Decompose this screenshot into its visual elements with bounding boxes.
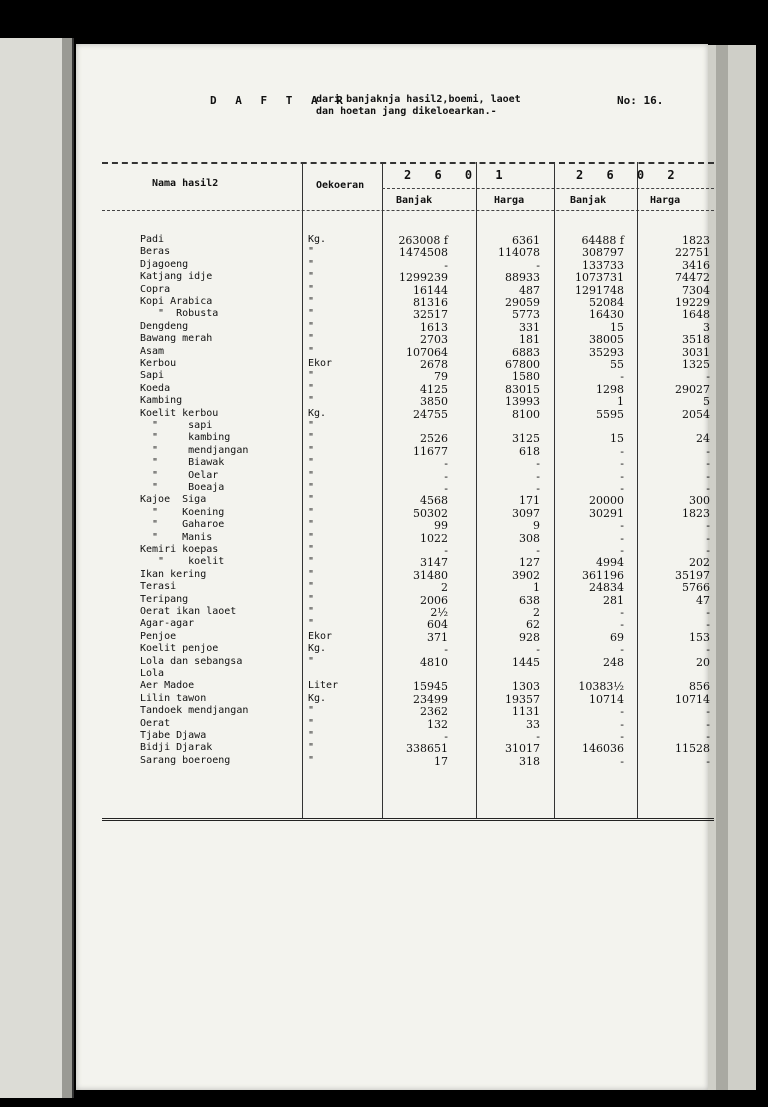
document-subtitle: [316, 94, 521, 118]
row-harga-2602: -: [706, 482, 710, 495]
row-harga-2601: 618: [519, 444, 540, 458]
row-unit: ": [308, 258, 315, 270]
row-banjak-2602: 20000: [589, 494, 624, 508]
row-banjak-2602: 38005: [589, 333, 624, 347]
row-unit: ": [308, 618, 315, 630]
row-harga-2602: 35197: [675, 568, 710, 582]
year-header-rule: [382, 188, 714, 189]
row-harga-2602: 300: [689, 494, 710, 508]
row-name: Lola dan sebangsa: [140, 655, 243, 667]
row-harga-2601: 3125: [512, 432, 540, 446]
row-name: Kopi Arabica: [140, 296, 213, 307]
row-banjak-2602: -: [620, 469, 624, 483]
row-harga-2601: 1: [533, 581, 540, 595]
row-banjak-2601: 50302: [413, 506, 448, 520]
row-banjak-2602: -: [620, 482, 624, 495]
row-banjak-2602: 281: [603, 593, 624, 607]
row-banjak-2602: 146036: [582, 742, 624, 756]
row-name: " sapi: [140, 420, 213, 431]
row-unit: ": [308, 296, 315, 307]
row-harga-2601: 6361: [512, 234, 540, 247]
row-harga-2601: 5773: [512, 308, 540, 322]
row-name: Asam: [140, 345, 165, 357]
row-banjak-2601: 81316: [413, 296, 448, 309]
row-unit: ": [308, 519, 315, 531]
row-banjak-2601: 2362: [420, 705, 448, 719]
header-unit: Oekoeran: [316, 180, 365, 191]
row-unit: ": [308, 345, 315, 357]
row-harga-2602: 19229: [675, 296, 710, 309]
row-harga-2601: 88933: [505, 271, 540, 285]
row-name: Kambing: [140, 395, 183, 407]
column-divider: [302, 162, 303, 818]
row-banjak-2602: 10714: [589, 692, 624, 706]
row-harga-2602: -: [706, 717, 710, 731]
row-harga-2601: 9: [533, 519, 540, 533]
row-harga-2601: 318: [519, 754, 540, 768]
row-unit: ": [308, 593, 315, 605]
row-harga-2602: -: [706, 370, 710, 384]
row-banjak-2602: 52084: [589, 296, 624, 309]
row-name: Koeda: [140, 382, 171, 394]
row-banjak-2601: 263008 f: [398, 234, 448, 247]
row-name: Katjang idje: [140, 271, 213, 283]
row-harga-2602: -: [706, 531, 710, 545]
row-name: " Gaharoe: [140, 519, 225, 531]
row-banjak-2601: 17: [434, 754, 448, 768]
row-banjak-2601: -: [444, 482, 448, 495]
row-unit: ": [308, 482, 315, 493]
row-name: Penjoe: [140, 630, 177, 642]
row-banjak-2601: 79: [434, 370, 448, 384]
row-harga-2602: -: [706, 606, 710, 619]
row-banjak-2602: 15: [610, 432, 624, 446]
row-name: Koelit penjoe: [140, 643, 219, 655]
row-banjak-2601: 3850: [420, 395, 448, 409]
row-name: " Biawak: [140, 457, 225, 469]
header-harga-1: Harga: [494, 195, 525, 206]
row-banjak-2602: 10383½: [578, 680, 624, 694]
row-unit: ": [308, 469, 315, 481]
row-name: Beras: [140, 246, 171, 258]
row-banjak-2601: 2526: [420, 432, 448, 446]
row-unit: ": [308, 556, 315, 568]
row-banjak-2601: -: [444, 258, 448, 272]
row-banjak-2601: 15945: [413, 680, 448, 694]
row-banjak-2602: -: [620, 444, 624, 458]
row-unit: ": [308, 271, 315, 283]
row-banjak-2602: 15: [610, 320, 624, 334]
document-number: No: 16.: [617, 94, 664, 107]
row-unit: ": [308, 444, 315, 456]
row-harga-2602: 1823: [682, 234, 710, 247]
table-header-rule: [102, 210, 714, 211]
row-banjak-2601: -: [444, 544, 448, 557]
row-name: Teripang: [140, 593, 189, 605]
row-unit: ": [308, 730, 315, 741]
row-unit: ": [308, 308, 315, 320]
row-name: Agar-agar: [140, 618, 195, 630]
row-harga-2602: 2054: [682, 407, 710, 421]
row-harga-2601: 1131: [512, 705, 540, 719]
row-name: Lola: [140, 668, 165, 679]
subtitle-line-1: dari banjaknja hasil2,boemi, laoet: [316, 94, 521, 105]
row-harga-2602: -: [706, 444, 710, 458]
row-name: Sapi: [140, 370, 165, 382]
adjacent-page-left: [0, 38, 74, 1098]
binding-spine: [62, 38, 72, 1098]
row-unit: ": [308, 283, 315, 295]
row-harga-2601: 181: [519, 333, 540, 347]
row-banjak-2601: -: [444, 643, 448, 657]
row-harga-2601: 83015: [505, 382, 540, 396]
row-harga-2601: 3097: [512, 506, 540, 520]
row-name: " Robusta: [140, 308, 219, 320]
row-name: Bidji Djarak: [140, 742, 213, 754]
row-harga-2602: -: [706, 457, 710, 471]
row-harga-2602: 1325: [682, 358, 710, 371]
production-table: [102, 162, 714, 824]
row-harga-2601: 67800: [505, 358, 540, 371]
row-unit: ": [308, 717, 315, 729]
row-harga-2602: 202: [689, 556, 710, 570]
row-name: Sarang boeroeng: [140, 754, 231, 766]
row-name: Aer Madoe: [140, 680, 195, 692]
row-banjak-2602: 69: [610, 630, 624, 644]
row-banjak-2602: 5595: [596, 407, 624, 421]
row-harga-2601: 3902: [512, 568, 540, 582]
row-harga-2601: -: [536, 258, 540, 272]
row-banjak-2602: -: [620, 544, 624, 557]
row-banjak-2602: -: [620, 643, 624, 657]
row-harga-2601: 487: [519, 283, 540, 297]
row-harga-2601: -: [536, 730, 540, 743]
row-banjak-2602: 35293: [589, 345, 624, 359]
row-harga-2602: 856: [689, 680, 710, 694]
document-title: D A F T A R: [210, 94, 349, 107]
row-harga-2601: -: [536, 643, 540, 657]
row-banjak-2602: 64488 f: [581, 234, 624, 247]
row-banjak-2602: 55: [610, 358, 624, 371]
row-banjak-2602: 16430: [589, 308, 624, 322]
row-banjak-2601: 31480: [413, 568, 448, 582]
row-banjak-2602: -: [620, 606, 624, 619]
row-harga-2602: 47: [696, 593, 710, 607]
row-unit: ": [308, 531, 315, 543]
row-unit: ": [308, 333, 315, 345]
row-banjak-2602: -: [620, 717, 624, 731]
document-page: [76, 44, 708, 1090]
row-harga-2601: 33: [526, 717, 540, 731]
row-harga-2602: 29027: [675, 382, 710, 396]
row-unit: ": [308, 432, 315, 444]
row-unit: Kg.: [308, 643, 327, 655]
row-harga-2602: 74472: [675, 271, 710, 285]
row-banjak-2601: 2006: [420, 593, 448, 607]
row-unit: ": [308, 506, 315, 518]
row-name: Oerat ikan laoet: [140, 606, 237, 617]
row-harga-2601: 29059: [505, 296, 540, 309]
row-harga-2601: 928: [519, 630, 540, 644]
row-banjak-2602: -: [620, 370, 624, 384]
row-unit: ": [308, 581, 315, 593]
row-banjak-2601: 23499: [413, 692, 448, 706]
row-banjak-2601: 1613: [420, 320, 448, 334]
row-banjak-2602: 133733: [582, 258, 624, 272]
row-unit: ": [308, 246, 315, 258]
page-edge: [716, 45, 728, 1090]
row-unit: ": [308, 742, 315, 754]
row-banjak-2601: 107064: [406, 345, 448, 359]
row-harga-2602: 5: [703, 395, 710, 409]
row-banjak-2601: 1022: [420, 531, 448, 545]
row-banjak-2602: -: [620, 618, 624, 632]
row-harga-2601: 1303: [512, 680, 540, 694]
row-harga-2602: 10714: [675, 692, 710, 706]
row-name: " Boeaja: [140, 482, 225, 493]
row-harga-2602: -: [706, 519, 710, 533]
row-name: " Manis: [140, 531, 213, 543]
header-banjak-2: Banjak: [570, 195, 607, 206]
row-harga-2601: 114078: [498, 246, 540, 260]
row-harga-2601: 1580: [512, 370, 540, 384]
row-harga-2602: 22751: [675, 246, 710, 260]
row-unit: ": [308, 494, 315, 506]
row-name: " koelit: [140, 556, 225, 568]
table-top-rule: [102, 162, 714, 164]
row-banjak-2601: 2: [441, 581, 448, 595]
row-harga-2602: 3: [703, 320, 710, 334]
row-banjak-2602: 24834: [589, 581, 624, 595]
row-name: Tandoek mendjangan: [140, 705, 249, 717]
row-banjak-2601: 4810: [420, 655, 448, 669]
row-name: " mendjangan: [140, 444, 249, 456]
row-name: Lilin tawon: [140, 692, 207, 704]
row-name: Oerat: [140, 717, 171, 729]
row-banjak-2601: -: [444, 457, 448, 471]
row-unit: ": [308, 420, 315, 431]
row-harga-2602: -: [706, 544, 710, 557]
row-name: Kajoe Siga: [140, 494, 207, 506]
header-name: Nama hasil2: [152, 178, 219, 189]
row-harga-2601: -: [536, 544, 540, 557]
row-harga-2601: 62: [526, 618, 540, 632]
row-banjak-2601: 338651: [406, 742, 448, 756]
row-name: Djagoeng: [140, 258, 189, 270]
row-banjak-2601: 1474508: [399, 246, 448, 260]
row-banjak-2601: 3147: [420, 556, 448, 570]
row-harga-2602: 5766: [682, 581, 710, 595]
row-harga-2602: 3031: [682, 345, 710, 359]
row-banjak-2602: 308797: [582, 246, 624, 260]
document-header: [76, 94, 708, 134]
row-banjak-2601: -: [444, 730, 448, 743]
row-banjak-2602: 1: [617, 395, 624, 409]
row-harga-2602: -: [706, 705, 710, 719]
row-name: Dengdeng: [140, 320, 189, 332]
row-harga-2601: 331: [519, 320, 540, 334]
row-name: Terasi: [140, 581, 177, 593]
row-harga-2601: 6883: [512, 345, 540, 359]
row-harga-2602: -: [706, 643, 710, 657]
row-unit: Kg.: [308, 692, 327, 704]
row-harga-2602: -: [706, 618, 710, 632]
row-unit: ": [308, 705, 315, 717]
row-banjak-2601: 24755: [413, 407, 448, 421]
row-harga-2601: 171: [519, 494, 540, 508]
subtitle-line-2: dan hoetan jang dikeloearkan.-: [316, 106, 497, 117]
row-banjak-2601: 4125: [420, 382, 448, 396]
row-unit: Ekor: [308, 630, 333, 642]
row-banjak-2601: 1299239: [399, 271, 448, 285]
row-banjak-2601: -: [444, 469, 448, 483]
row-name: Tjabe Djawa: [140, 730, 207, 741]
row-banjak-2602: 30291: [589, 506, 624, 520]
row-harga-2602: 3416: [682, 258, 710, 272]
row-unit: ": [308, 568, 315, 580]
row-banjak-2601: 2703: [420, 333, 448, 347]
row-unit: ": [308, 544, 315, 555]
row-name: Copra: [140, 283, 171, 295]
row-banjak-2602: 361196: [582, 568, 624, 582]
row-unit: ": [308, 754, 315, 766]
row-banjak-2602: 4994: [596, 556, 624, 570]
row-unit: ": [308, 320, 315, 332]
row-harga-2602: 3518: [682, 333, 710, 347]
row-unit: ": [308, 606, 315, 617]
row-harga-2601: 31017: [505, 742, 540, 756]
row-banjak-2602: -: [620, 531, 624, 545]
row-harga-2601: 2: [533, 606, 540, 619]
row-name: Kemiri koepas: [140, 544, 219, 555]
row-banjak-2602: -: [620, 705, 624, 719]
row-banjak-2602: -: [620, 730, 624, 743]
row-harga-2601: -: [536, 469, 540, 483]
row-banjak-2601: 99: [434, 519, 448, 533]
row-name: Padi: [140, 234, 165, 245]
row-name: " Koening: [140, 506, 225, 518]
row-banjak-2602: -: [620, 519, 624, 533]
table-bottom-rule: [102, 818, 714, 821]
row-harga-2601: 127: [519, 556, 540, 570]
row-unit: Kg.: [308, 407, 327, 419]
row-harga-2602: 7304: [682, 283, 710, 297]
row-harga-2601: 638: [519, 593, 540, 607]
header-harga-2: Harga: [650, 195, 681, 206]
row-unit: Kg.: [308, 234, 327, 245]
row-banjak-2601: 604: [427, 618, 448, 632]
row-banjak-2601: 2½: [430, 606, 448, 619]
row-banjak-2601: 16144: [413, 283, 448, 297]
row-unit: ": [308, 382, 315, 394]
row-harga-2601: 1445: [512, 655, 540, 669]
row-harga-2602: 24: [696, 432, 710, 446]
row-banjak-2601: 132: [427, 717, 448, 731]
row-banjak-2602: -: [620, 754, 624, 768]
row-harga-2602: 11528: [675, 742, 710, 756]
row-unit: Liter: [308, 680, 339, 692]
row-harga-2602: -: [706, 730, 710, 743]
row-harga-2601: 19357: [505, 692, 540, 706]
row-banjak-2602: -: [620, 457, 624, 471]
row-name: " Oelar: [140, 469, 219, 481]
row-harga-2602: -: [706, 469, 710, 483]
row-unit: ": [308, 655, 315, 667]
row-harga-2602: 1823: [682, 506, 710, 520]
header-banjak-1: Banjak: [396, 195, 433, 206]
row-banjak-2601: 32517: [413, 308, 448, 322]
row-harga-2601: -: [536, 482, 540, 495]
row-unit: ": [308, 457, 315, 469]
row-unit: ": [308, 395, 315, 407]
header-year-2: 2 6 0 2: [576, 168, 683, 182]
row-banjak-2601: 4568: [420, 494, 448, 508]
row-harga-2602: 20: [696, 655, 710, 669]
row-banjak-2602: 1298: [596, 382, 624, 396]
row-banjak-2602: 1073731: [575, 271, 624, 285]
header-year-1: 2 6 0 1: [404, 168, 511, 182]
row-banjak-2601: 11677: [413, 444, 448, 458]
row-harga-2601: 308: [519, 531, 540, 545]
row-unit: ": [308, 370, 315, 382]
row-unit: Ekor: [308, 358, 333, 369]
row-harga-2602: -: [706, 754, 710, 768]
row-harga-2601: 8100: [512, 407, 540, 421]
row-harga-2602: 153: [689, 630, 710, 644]
row-banjak-2602: 248: [603, 655, 624, 669]
row-harga-2601: -: [536, 457, 540, 471]
row-banjak-2601: 371: [427, 630, 448, 644]
row-banjak-2602: 1291748: [575, 283, 624, 297]
row-name: Koelit kerbou: [140, 407, 219, 419]
row-harga-2601: 13993: [505, 395, 540, 409]
row-name: " kambing: [140, 432, 231, 444]
row-name: Ikan kering: [140, 568, 207, 580]
row-name: Bawang merah: [140, 333, 213, 345]
row-name: Kerbou: [140, 358, 177, 369]
row-banjak-2601: 2678: [420, 358, 448, 371]
row-harga-2602: 1648: [682, 308, 710, 322]
